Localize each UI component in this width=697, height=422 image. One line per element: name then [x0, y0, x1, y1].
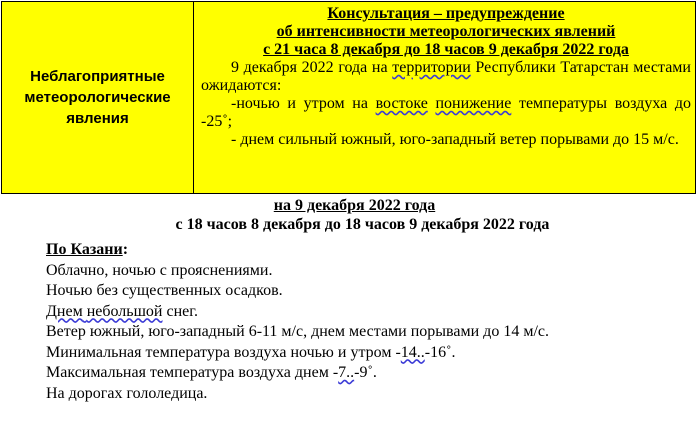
kazan-forecast: [46, 240, 686, 404]
warning-table: [1, 1, 696, 194]
phenomena-label-cell: [2, 2, 194, 193]
warning-period: с 21 часа 8 декабря до 18 часов 9 декабря 2022 года: [263, 41, 629, 58]
spellcheck-word: понижение: [435, 95, 512, 112]
kazan-snow: Днем небольшой снег.: [46, 302, 198, 320]
warning-subtitle: об интенсивности метеорологических явлений: [276, 23, 616, 40]
spellcheck-word: востоке: [375, 95, 428, 112]
forecast-period: [0, 196, 697, 234]
phenomena-label: Неблагоприятные метеорологические явления: [24, 68, 171, 127]
warning-item-wind: - днем сильный южный, юго-западный ветер порывами до 15 м/с.: [231, 131, 679, 148]
warning-text-cell: [194, 2, 695, 193]
kazan-wind: Ветер южный, юго-западный 6-11 м/с, днем местами порывами до 14 м/с.: [46, 323, 549, 340]
spellcheck-word: территории: [392, 59, 471, 76]
kazan-cloud: Облачно, ночью с прояснениями.: [46, 261, 273, 279]
kazan-max-temp: Максимальная температура воздуха днем -7..-9˚.: [46, 364, 377, 381]
kazan-min-temp: Минимальная температура воздуха ночью и утром -14..-16˚.: [46, 343, 456, 361]
forecast-date: на 9 декабря 2022 года: [273, 197, 436, 214]
kazan-roads: На дорогах гололедица.: [46, 384, 208, 402]
warning-intro: 9 декабря 2022 года на территории Республики Татарстан местами ожидаются:: [201, 59, 691, 94]
forecast-range: с 18 часов 8 декабря до 18 часов 9 декабря 2022 года: [175, 216, 550, 233]
warning-item-cold: -ночью и утром на востоке понижение температуры воздуха до -25˚;: [201, 95, 692, 130]
warning-title: Консультация – предупреждение: [327, 5, 565, 22]
kazan-title: По Казани:: [46, 241, 129, 258]
kazan-precip: Ночью без существенных осадков.: [46, 282, 283, 299]
